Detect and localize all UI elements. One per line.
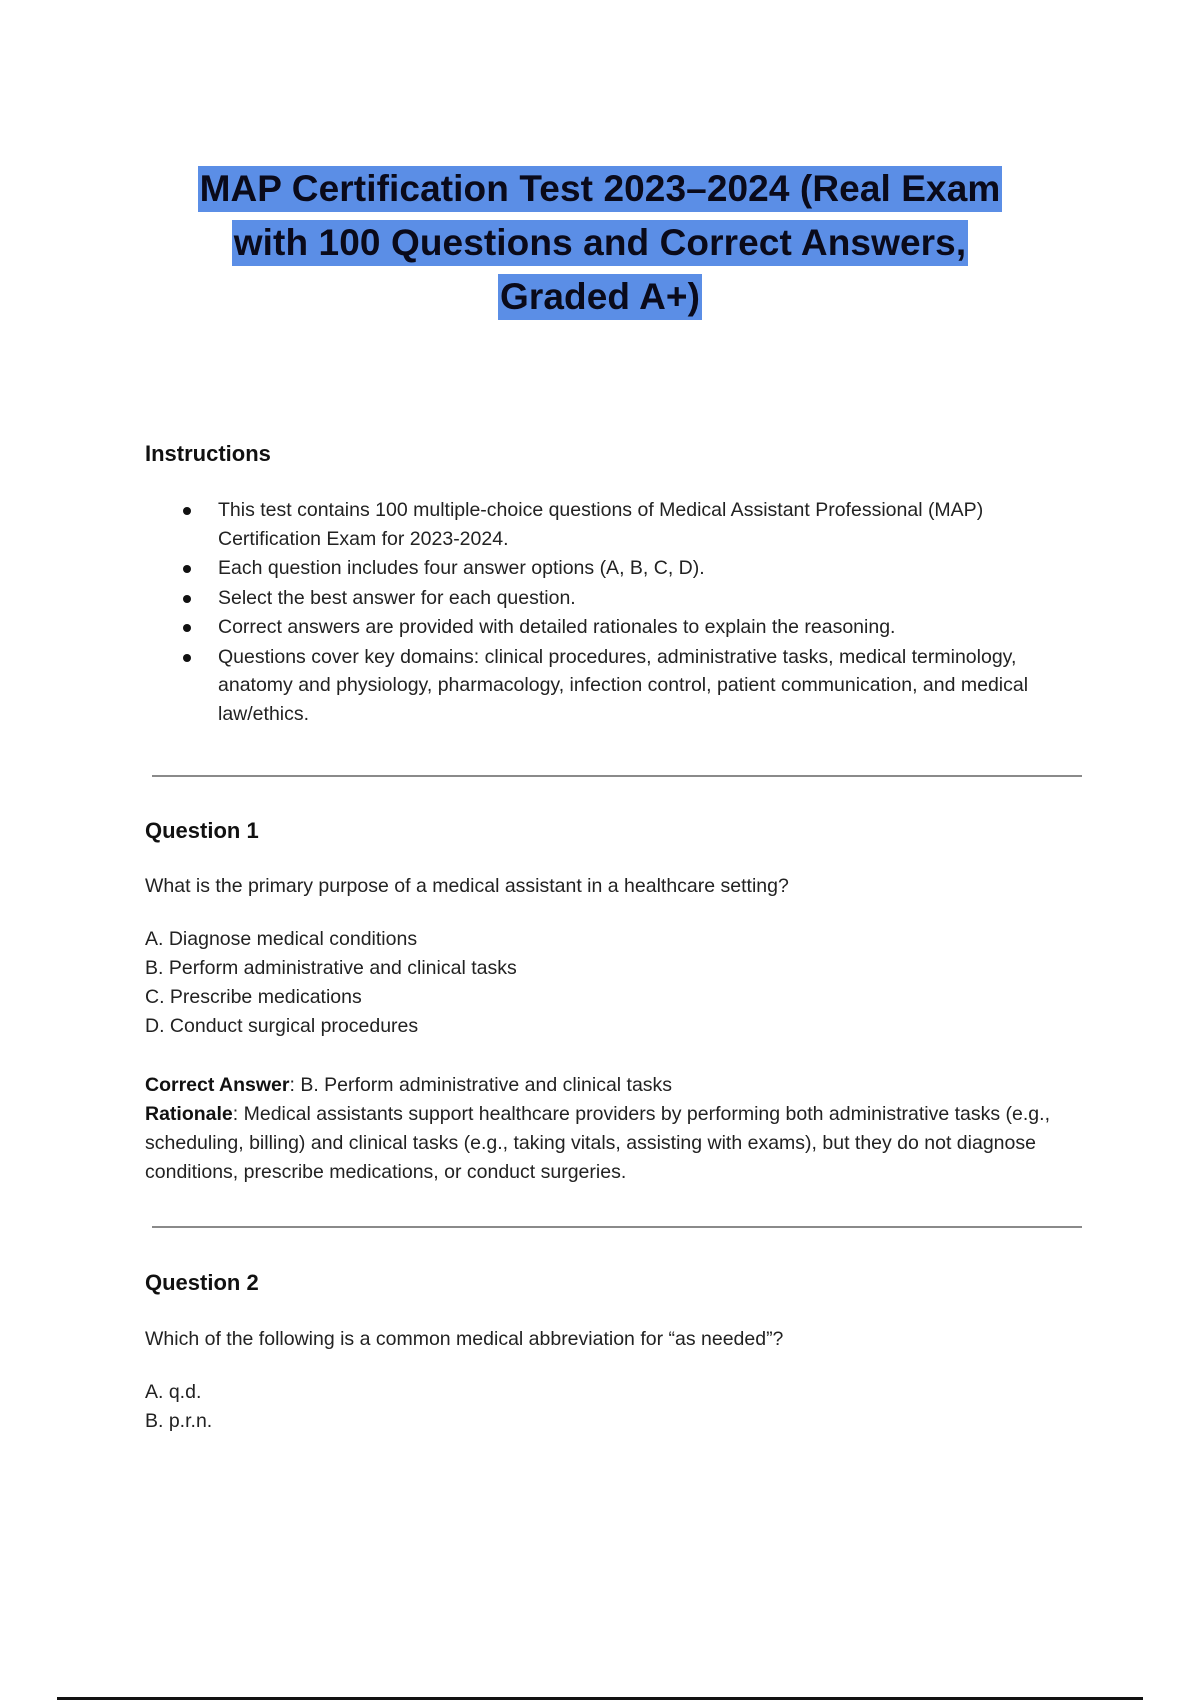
correct-answer-label: Correct Answer (145, 1074, 290, 1096)
bullet-icon (183, 654, 191, 662)
rationale-line (145, 1100, 1085, 1187)
title-line-1[interactable]: MAP Certification Test 2023–2024 (Real Exam (198, 166, 1003, 212)
instruction-text: Each question includes four answer options (A, B, C, D). (218, 557, 705, 579)
instruction-item (145, 584, 1045, 613)
instructions-heading: Instructions (145, 441, 271, 466)
instruction-item (145, 554, 1045, 583)
correct-answer-value: : B. Perform administrative and clinical tasks (289, 1074, 673, 1096)
bullet-icon (183, 565, 191, 573)
question-1-options (145, 925, 517, 1041)
option-a: A. Diagnose medical conditions (145, 928, 418, 950)
question-2-options (145, 1378, 212, 1436)
divider (152, 775, 1082, 777)
question-2-heading: Question 2 (145, 1270, 259, 1295)
question-1-heading: Question 1 (145, 818, 259, 843)
option-d: D. Conduct surgical procedures (145, 1015, 419, 1037)
instruction-item (145, 496, 1045, 553)
instructions-list (145, 496, 1045, 729)
option-b: B. Perform administrative and clinical tasks (145, 957, 517, 979)
question-1-answer (145, 1071, 1085, 1187)
instruction-item (145, 643, 1045, 729)
question-1-text: What is the primary purpose of a medical assistant in a healthcare setting? (145, 875, 789, 897)
correct-answer-line (145, 1071, 1085, 1100)
rationale-label: Rationale (145, 1103, 233, 1125)
document-title (0, 166, 1200, 328)
bullet-icon (183, 595, 191, 603)
rationale-text: : Medical assistants support healthcare providers by performing both administrative tasks (e.g., scheduling, billing) and clinical tasks (e.g., taking vitals, assisting with exams), but they do not diagnose conditions, prescribe medications, or conduct surgeries. (145, 1103, 1050, 1183)
instruction-text: Select the best answer for each question. (218, 586, 576, 609)
question-2-text: Which of the following is a common medical abbreviation for “as needed”? (145, 1328, 784, 1350)
bullet-icon (183, 507, 191, 515)
title-line-2[interactable]: with 100 Questions and Correct Answers, (232, 220, 968, 266)
option-c: C. Prescribe medications (145, 986, 362, 1008)
bullet-icon (183, 624, 191, 632)
option-b: B. p.r.n. (145, 1410, 213, 1432)
instruction-item (145, 613, 1045, 642)
option-a: A. q.d. (145, 1381, 202, 1403)
instruction-text: Questions cover key domains: clinical procedures, administrative tasks, medical terminology, anatomy and physiology, pharmacology, infection control, patient communication, and medical law/ethics. (218, 645, 1029, 725)
instruction-text: Correct answers are provided with detailed rationales to explain the reasoning. (218, 616, 896, 638)
divider (152, 1226, 1082, 1228)
title-line-3[interactable]: Graded A+) (498, 274, 702, 320)
instruction-text: This test contains 100 multiple-choice questions of Medical Assistant Professional (MAP) Certification Exam for 2023-2024. (218, 499, 984, 550)
